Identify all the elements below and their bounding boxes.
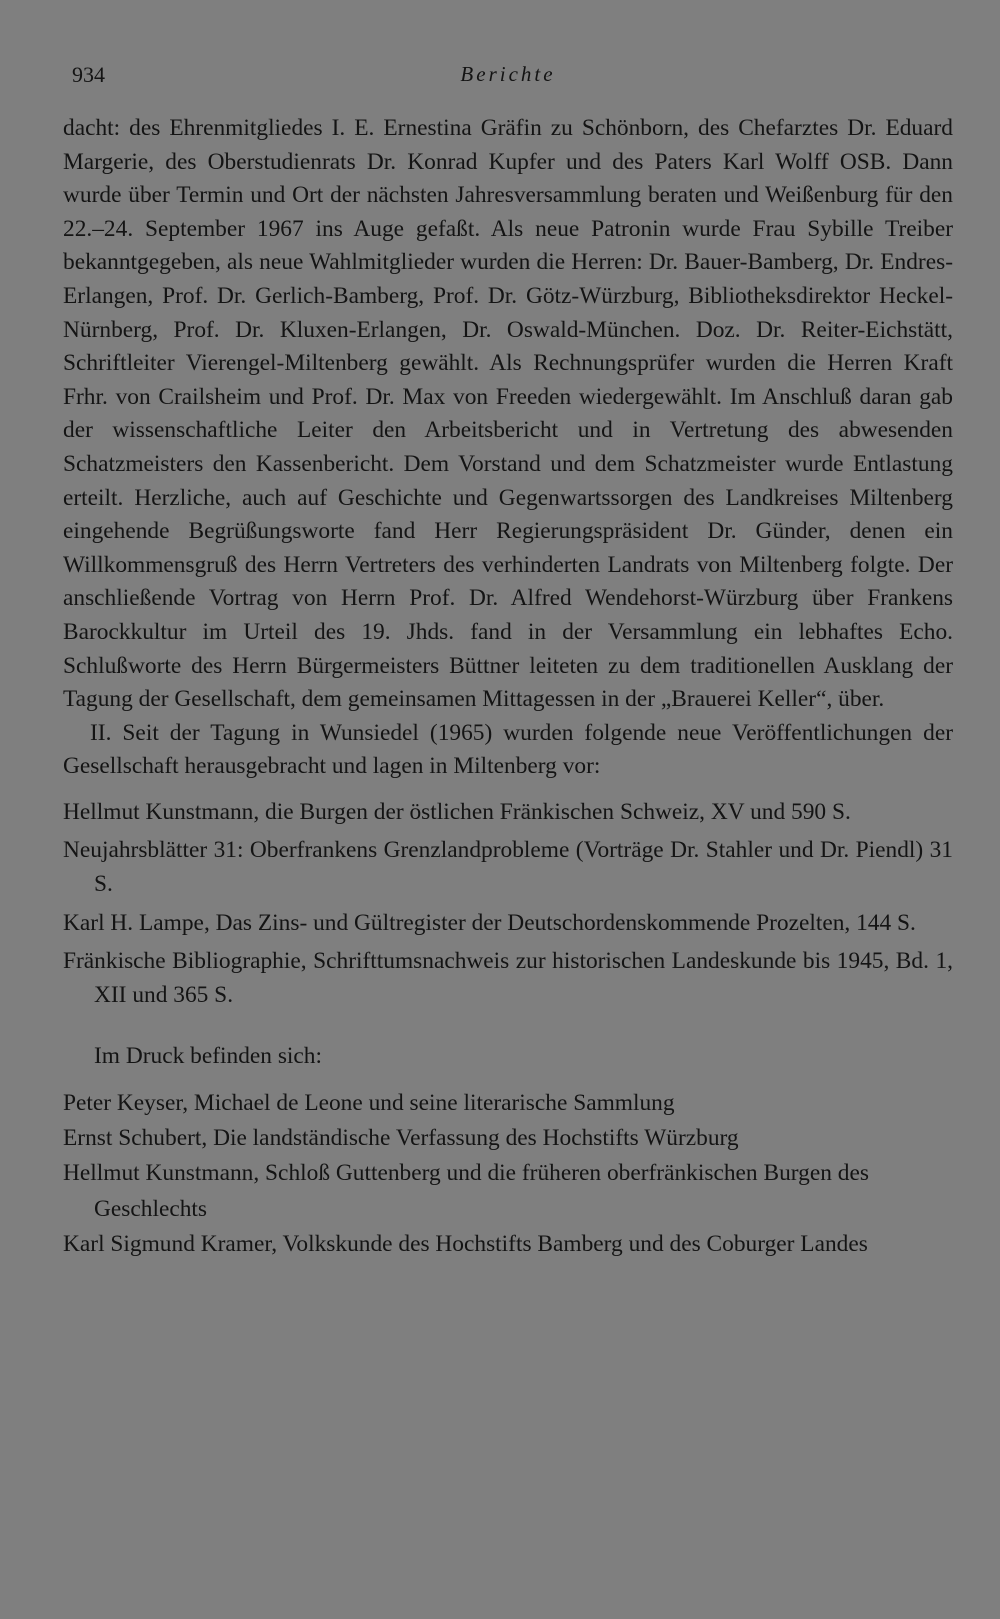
paragraph-2: II. Seit der Tagung in Wunsiedel (1965) wurden folgende neue Veröffentlichungen der Gesellschaft herausgebracht und lagen in Miltenberg vor: xyxy=(63,719,953,780)
page-number: 934 xyxy=(72,62,105,87)
page-header xyxy=(63,58,953,92)
body-text xyxy=(63,112,953,784)
publication-list xyxy=(63,796,953,1013)
in-press-item: Karl Sigmund Kramer, Volkskunde des Hochstifts Bamberg und des Coburger Landes xyxy=(63,1230,868,1257)
document-page xyxy=(63,58,953,1262)
publication-item: Neujahrsblätter 31: Oberfrankens Grenzlandprobleme (Vorträge Dr. Stahler und Dr. Piendl) 31 S. xyxy=(63,837,953,898)
in-press-item: Peter Keyser, Michael de Leone und seine literarische Sammlung xyxy=(63,1090,675,1117)
paragraph-1: dacht: des Ehrenmitgliedes I. E. Ernestina Gräfin zu Schönborn, des Chefarztes Dr. Eduard Margerie, des Oberstudienrats Dr. Konrad Kupfer und des Paters Karl Wolff OSB. Dann wurde über Termin und Ort der nächsten Jahresversammlung beraten und Weißenburg für den 22.–24. September 1967 ins Auge gefaßt. Als neue Patronin wurde Frau Sybille Treiber bekanntgegeben, als neue Wahlmitglieder wurden die Herren: Dr. Bauer-Bamberg, Dr. Endres-Erlangen, Prof. Dr. Gerlich-Bamberg, Prof. Dr. Götz-Würzburg, Bibliotheksdirektor Heckel-Nürnberg, Prof. Dr. Kluxen-Erlangen, Dr. Oswald-München. Doz. Dr. Reiter-Eichstätt, Schriftleiter Vierengel-Miltenberg gewählt. Als Rechnungsprüfer wurden die Herren Kraft Frhr. von Crailsheim und Prof. Dr. Max von Freeden wiedergewählt. Im Anschluß daran gab der wissenschaftliche Leiter den Arbeitsbericht und in Vertretung des abwesenden Schatzmeisters den Kassenbericht. Dem Vorstand und dem Schatzmeister wurde Entlastung erteilt. Herzliche, auch auf Geschichte und Gegenwartssorgen des Landkreises Miltenberg eingehende Begrüßungsworte fand Herr Regierungspräsident Dr. Günder, denen ein Willkommensgruß des Herrn Vertreters des verhinderten Landrats von Miltenberg folgte. Der anschließende Vortrag von Herrn Prof. Dr. Alfred Wendehorst-Würzburg über Frankens Barockkultur im Urteil des 19. Jhds. fand in der Versammlung ein lebhaftes Echo. Schlußworte des Herrn Bürgermeisters Büttner leiteten zu dem traditionellen Ausklang der Tagung der Gesellschaft, dem gemeinsamen Mittagessen in der „Brauerei Keller“, über. xyxy=(63,115,953,713)
in-press-heading: Im Druck befinden sich: xyxy=(94,1043,322,1070)
in-press-item: Hellmut Kunstmann, Schloß Guttenberg und die früheren oberfränkischen Burgen des Geschlechts xyxy=(63,1160,869,1222)
running-head: Berichte xyxy=(460,62,556,86)
publication-item: Hellmut Kunstmann, die Burgen der östlichen Fränkischen Schweiz, XV und 590 S. xyxy=(63,798,851,825)
in-press-list xyxy=(63,1086,953,1262)
publication-item: Fränkische Bibliographie, Schrifttumsnachweis zur historischen Landeskunde bis 1945, Bd. 1, XII und 365 S. xyxy=(63,948,953,1008)
publication-item: Karl H. Lampe, Das Zins- und Gültregister der Deutschordenskommende Prozelten, 144 S. xyxy=(63,909,916,936)
in-press-item: Ernst Schubert, Die landständische Verfassung des Hochstifts Würzburg xyxy=(63,1125,739,1152)
